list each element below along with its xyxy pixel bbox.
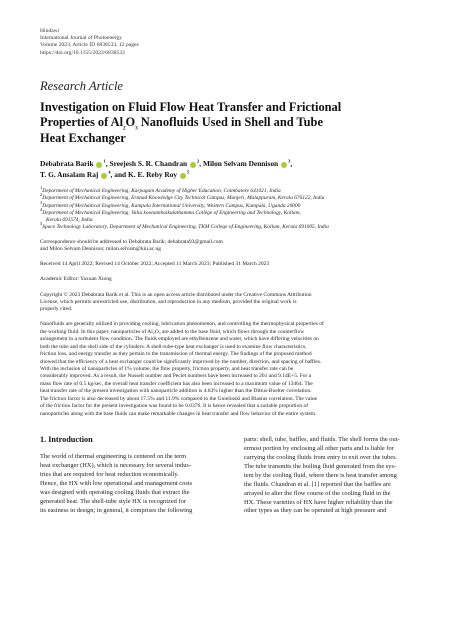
author-name[interactable]: Debabrata Barik: [40, 159, 94, 169]
body-line: The world of thermal engineering is centered on the term: [40, 453, 187, 461]
orcid-icon[interactable]: [96, 162, 102, 168]
orcid-icon[interactable]: [281, 162, 287, 168]
abstract-line: mass flow rate of 0.5 kg/sec, the overall heat transfer coefficient has also been increased to a maximum value of 13464. The: [40, 380, 313, 387]
abstract-line: With the inclusion of nanoparticles of 1% volume, the flow property, friction property, and heat transfer rate can be: [40, 366, 294, 373]
abstract-line: friction loss, and energy transfer as they pertain to the transmission of thermal energy. The findings of the proposed method: [40, 351, 312, 358]
abstract-line: Nanofluids are generally utilized in providing cooling, lubrication phenomenon, and controlling the thermophysical properties of: [40, 321, 324, 328]
affiliation-continuation: Kerala 691574, India: [46, 216, 93, 223]
body-line: its easiness in design; in general, it comprises the following: [40, 506, 193, 514]
title-line-2: Properties of $Al_2O_3$ Nanofluids Used in Shell and Tube: [40, 115, 323, 132]
body-line: other types as they can be operated at high pressure and: [244, 507, 387, 515]
author-name[interactable]: Sreejesh S. R. Chandran: [109, 159, 188, 169]
section-heading: 1. Introduction: [40, 435, 93, 445]
affiliation-item: $^1$Department of Mechanical Engineering, Karpagam Academy of Higher Education, Coimbatore 641021, India: [40, 185, 281, 195]
body-line: carrying the cooling fluids from entry to exit over the tubes.: [244, 454, 398, 461]
body-columns: [40, 436, 434, 516]
journal-header: [40, 28, 434, 57]
abstract-line: showed that the efficiency of a heat exchanger could be significantly improved by the number, direction, and spacing of baffles.: [40, 358, 322, 365]
abstract-line: arrangement in a turbulent flow condition. The fluids employed are ethylbenzene and water, which have differing velocities on: [40, 336, 319, 343]
affiliation-item: $^2$Department of Mechanical Engineering, Eranad Knowledge City Technical Campus, Manjeri, Malappuram, Kerala 676122, India: [40, 192, 325, 202]
body-line: heat exchanger (HX), which is necessary for several indus-: [40, 462, 192, 469]
body-line: ermost portion by enclosing all other parts and is liable for: [244, 445, 394, 453]
abstract-line: of the friction factor for the present investigation was found to be 0.0376. It is hence revealed that a suitable proportion of: [40, 403, 309, 410]
orcid-icon[interactable]: [180, 173, 186, 179]
body-line: tem by the cooling fluid, where there is heat transfer among: [244, 471, 397, 479]
author-name[interactable]: K. E. Reby Roy: [128, 170, 178, 180]
and-word: and: [114, 170, 127, 180]
body-line: parts: shell, tube, baffles, and fluids. The shell forms the out-: [244, 436, 400, 444]
affiliation-item: $^4$Department of Mechanical Engineering, Valia koonambaikulathamma College of Engineering and Technology, Kollam,: [40, 206, 301, 216]
body-line: the fluids. Chandran et al. [1] reported that the baffles are: [244, 480, 391, 488]
body-line: arrayed to alter the flow course of the cooling fluid in the: [244, 489, 391, 497]
abstract-line: heat transfer rate of the present investigation with nanoparticle addition is 4.63% higher than the Dittus-Boelter correlation.: [40, 388, 312, 395]
affiliation-item: $^3$Department of Mechanical Engineering, Kampala International University, Western Campus, Kampala, Uganda 20000: [40, 199, 301, 209]
title-line-3: Heat Exchanger: [40, 130, 126, 145]
orcid-icon[interactable]: [190, 162, 196, 168]
body-line: generated heat. The shell-tube style HX is recognized for: [40, 497, 186, 505]
academic-editor: Academic Editor: Yaxuan Xiong: [40, 276, 112, 283]
paper-title: [40, 100, 434, 147]
correspondence: Correspondence should be addressed to Debabrata Barik; debabrata93@gmail.com and Milon Selvam Dennison; milon.selvam@kiu.ac.ug: [40, 238, 223, 253]
author-list: Debabrata Barik $^1$, Sreejesh S. R. Chandran $^2$, Milon Selvam Dennison $^3$, T. G. Ansalam Raj $^4$, and K. E. Reby Roy $^5$: [40, 158, 293, 180]
affiliation-item: $^5$Space Technology Laboratory, Department of Mechanical Engineering, TKM College of Engineering, Kollam, Kerala 691005, India: [40, 220, 329, 230]
body-line: Hence, the HX with low operational and management costs: [40, 479, 193, 487]
body-line: HX. These varieties of HX have higher reliability than the: [244, 498, 393, 506]
abstract-line: both the tube and the shell side of the cylinders. A shell-tube-type heat exchanger is used to examine flow characteristics,: [40, 343, 307, 350]
copyright-notice: Copyright © 2023 Debabrata Barik et al. This is an open access article distributed under the Creative Commons Attribution License, which permits unrestricted use, distribution, and reproduction in any medium, provided the original work is properly cited.: [40, 291, 312, 313]
orcid-icon[interactable]: [101, 173, 107, 179]
author-name[interactable]: T. G. Ansalam Raj: [40, 170, 99, 180]
publication-dates: Received 14 April 2022; Revised 14 October 2022; Accepted 11 March 2023; Published 31 March 2023: [40, 261, 270, 268]
abstract-line: the working fluid. In this paper, nanoparticles of Al₂O₃ are added to the base fluid, which flows through the counterflow: [40, 328, 305, 335]
body-line: tries that are required for heat reduction economically.: [40, 470, 179, 478]
journal-name: International Journal of Photoenergy: [40, 35, 123, 42]
author-name[interactable]: Milon Selvam Dennison: [203, 159, 279, 169]
abstract: [40, 321, 434, 418]
title-line-1: Investigation on Fluid Flow Heat Transfer and Frictional: [40, 99, 342, 114]
body-line: was designed with operating cooling fluids that extract the: [40, 488, 190, 496]
right-column: [244, 436, 434, 516]
abstract-line: considerably improved. As a result, the Nusselt number and Peclet numbers have been increased to 261 and 9.14E+5. For a: [40, 373, 312, 380]
publisher-name: Hindawi: [40, 28, 60, 34]
journal-doi[interactable]: https://doi.org/10.1155/2023/6838533: [40, 49, 125, 56]
article-type: Research Article: [40, 78, 123, 93]
left-column: [40, 436, 230, 516]
abstract-line: nanoparticles along with the base fluids can make remarkable changes in heat transfer and flow behavior of the entire system.: [40, 410, 317, 417]
journal-volume: Volume 2023, Article ID 6838533, 12 pages: [40, 42, 139, 49]
body-line: The tube transmits the boiling fluid generated from the sys-: [244, 462, 397, 470]
abstract-line: The friction factor is also decreased by about 17.5% and 11.9% compared to the Gnielinski and Blasius correlation. The value: [40, 395, 318, 402]
affiliations: [40, 185, 434, 231]
